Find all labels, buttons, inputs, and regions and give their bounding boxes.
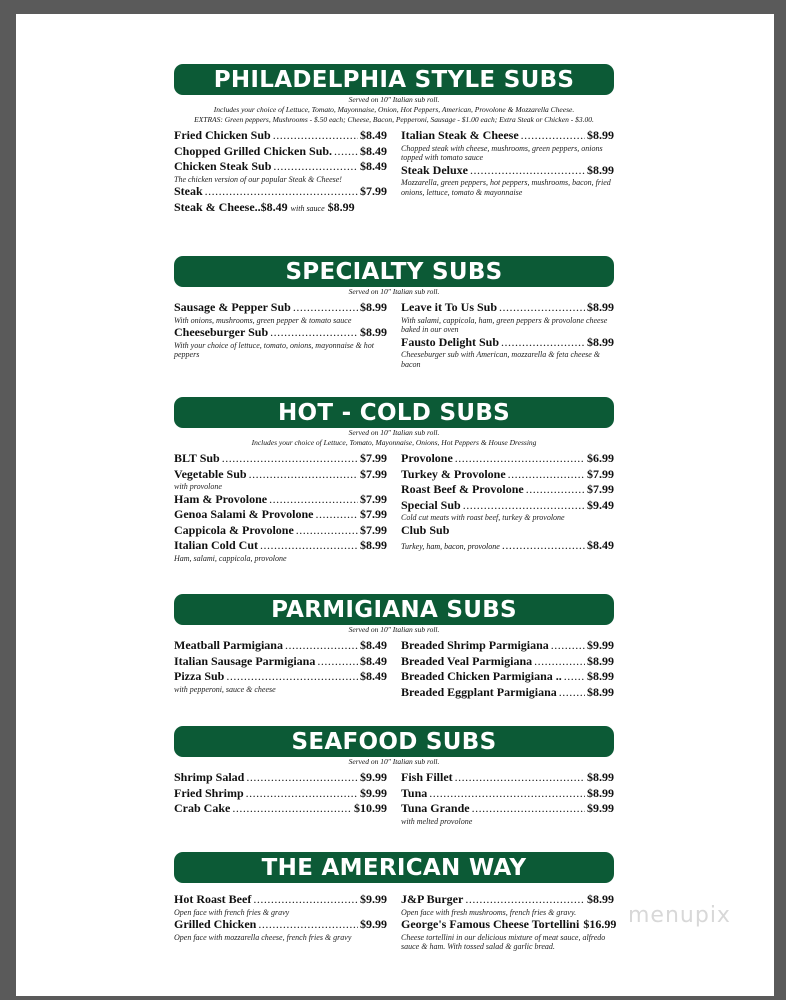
item-price: $8.99 [587, 300, 614, 314]
item-price-with-option: $8.99 [327, 199, 355, 214]
section-note: EXTRAS: Green peppers, Mushrooms - $.50 each; Cheese, Bacon, Pepperoni, Sausage - $1.00 each; Extra Steak or Chicken - $3.00. [194, 115, 594, 124]
section-note: Served on 10" Italian sub roll. [348, 757, 440, 766]
item-name: Italian Sausage Parmigiana [174, 653, 316, 668]
leader-dots [502, 538, 585, 554]
item-name: BLT Sub [174, 451, 220, 465]
item-name: Italian Steak & Cheese [401, 128, 519, 142]
right-column [401, 892, 617, 952]
section-note: Served on 10" Italian sub roll. [348, 428, 440, 437]
item-name: Turkey & Provolone [401, 466, 506, 481]
leader-dots [501, 335, 585, 351]
menu-item [174, 467, 387, 483]
leader-dots [521, 128, 585, 144]
menu-item [401, 163, 614, 179]
leader-dots [269, 492, 358, 508]
section-title: SPECIALTY SUBS [174, 256, 614, 287]
item-name: George's Famous Cheese Tortellini [401, 917, 580, 931]
item-description: Chopped steak with cheese, mushrooms, green peppers, onions topped with tomato sauce [401, 143, 603, 162]
item-price: $8.99 [587, 684, 614, 699]
leader-dots [285, 638, 358, 654]
menu-item [174, 184, 387, 200]
menu-item [174, 492, 387, 508]
item-description: Cheeseburger sub with American, mozzarella & feta cheese & bacon [401, 350, 601, 369]
leader-dots [508, 467, 585, 483]
leader-dots [465, 892, 585, 908]
item-price: $16.99 [583, 917, 617, 931]
item-price: $8.99 [587, 653, 614, 668]
menu-item [401, 128, 614, 144]
item-price: $8.49 [360, 143, 387, 158]
section-note: Served on 10" Italian sub roll. [348, 287, 440, 296]
item-name: Hot Roast Beef [174, 892, 252, 906]
menu-item [401, 451, 614, 467]
leader-dots [429, 786, 585, 802]
left-column [174, 451, 387, 563]
item-price: $7.99 [587, 466, 614, 481]
item-price: $7.99 [587, 482, 614, 496]
item-name: Turkey, ham, bacon, provolone [401, 542, 500, 551]
menu-item [174, 669, 387, 685]
item-description: with provolone [174, 482, 222, 491]
menu-item [174, 523, 387, 539]
menu-item [401, 801, 614, 817]
left-column [174, 638, 387, 700]
section-title: THE AMERICAN WAY [174, 852, 614, 883]
leader-dots [559, 685, 585, 701]
menu-item [401, 498, 614, 514]
item-price: $7.99 [360, 451, 387, 465]
leader-dots [293, 300, 358, 316]
item-description: Open face with french fries & gravy [174, 907, 290, 917]
leader-dots [499, 300, 585, 316]
section-note: Served on 10" Italian sub roll. [348, 625, 440, 634]
item-price: $8.99 [587, 334, 614, 349]
menu-section [174, 726, 614, 826]
leader-dots [334, 144, 358, 160]
item-name: Provolone [401, 451, 453, 465]
item-name: Steak & Cheese.. [174, 199, 261, 214]
leader-dots [534, 654, 585, 670]
leader-dots [246, 786, 358, 802]
menu-item [174, 538, 387, 554]
leader-dots [564, 669, 585, 685]
section-note: Includes your choice of Lettuce, Tomato, Mayonnaise, Onions, Hot Peppers & House Dressing [251, 438, 537, 447]
item-price: $7.99 [360, 522, 387, 537]
item-name: Sausage & Pepper Sub [174, 300, 291, 314]
section-title: PHILADELPHIA STYLE SUBS [174, 64, 614, 95]
menu-item [401, 467, 614, 483]
leader-dots [472, 801, 585, 817]
menu-item [401, 654, 614, 670]
menu-item [401, 685, 614, 701]
item-name: Ham & Provolone [174, 491, 268, 506]
menu-item [401, 335, 614, 351]
item-name: Chopped Grilled Chicken Sub. [174, 143, 333, 158]
item-description: Cheese tortellini in our delicious mixture of meat sauce, alfredo sauce & ham. With tossed salad & garlic bread. [401, 932, 606, 951]
item-description: with pepperoni, sauce & cheese [174, 684, 276, 694]
menu-section [174, 852, 617, 952]
item-price: $8.49 [360, 159, 387, 173]
menu-item [174, 786, 387, 802]
leader-dots [551, 638, 585, 654]
menu-item [174, 801, 387, 817]
item-price: $6.99 [587, 451, 614, 465]
item-price: $7.99 [360, 491, 387, 506]
item-name: Italian Cold Cut [174, 538, 259, 552]
menu-item [401, 917, 617, 933]
menu-section [174, 256, 614, 369]
menu-item [174, 325, 387, 341]
section-title: PARMIGIANA SUBS [174, 594, 614, 625]
item-price: $8.99 [587, 128, 614, 142]
item-name: Steak [174, 184, 203, 198]
item-price: $9.99 [360, 785, 387, 800]
item-price: $8.99 [587, 669, 614, 683]
leader-dots [526, 482, 585, 498]
item-price: $10.99 [354, 801, 387, 815]
item-price: $8.49 [260, 199, 288, 214]
section-title: HOT - COLD SUBS [174, 397, 614, 428]
item-name: Cheeseburger Sub [174, 325, 269, 339]
menu-item [401, 300, 614, 316]
item-description: Ham, salami, cappicola, provolone [174, 553, 287, 563]
right-column [401, 128, 614, 216]
item-name: Genoa Salami & Provolone [174, 507, 314, 521]
menu-item [174, 892, 387, 908]
leader-dots [246, 770, 358, 786]
item-name: Meatball Parmigiana [174, 638, 283, 652]
item-name: Roast Beef & Provolone [401, 482, 524, 496]
menu-item [174, 200, 387, 217]
item-name: Fish Fillet [401, 770, 453, 784]
menu-item [401, 892, 614, 908]
item-name: Fried Chicken Sub [174, 128, 271, 142]
item-price: $7.99 [360, 466, 387, 481]
item-price: $9.99 [587, 638, 614, 652]
item-name: Crab Cake [174, 801, 231, 815]
menu-item [401, 638, 614, 654]
item-price: $8.49 [360, 638, 387, 652]
item-name: Steak Deluxe [401, 162, 468, 177]
item-name: Breaded Chicken Parmigiana .. [401, 669, 562, 683]
item-name: Cappicola & Provolone [174, 522, 294, 537]
item-description: Mozzarella, green peppers, hot peppers, mushrooms, bacon, fried onions, lettuce, tomato & mayonnaise [401, 178, 611, 197]
item-name: Pizza Sub [174, 669, 225, 683]
item-price: $8.99 [360, 300, 387, 314]
menu-item [401, 770, 614, 786]
leader-dots [205, 184, 358, 200]
item-description: With salami, cappicola, ham, green peppers & provolone cheese baked in our oven [401, 315, 608, 334]
leader-dots [463, 498, 585, 514]
item-option: with sauce [290, 203, 325, 213]
item-price: $8.99 [587, 770, 614, 784]
right-column [401, 770, 614, 826]
item-price: $9.99 [360, 770, 387, 784]
menu-item [174, 128, 387, 144]
right-column [401, 451, 614, 563]
menu-item [174, 917, 387, 933]
item-description: The chicken version of our popular Steak & Cheese! [174, 174, 342, 184]
item-name: Breaded Veal Parmigiana [401, 653, 533, 668]
leader-dots [317, 654, 358, 670]
leader-dots [232, 801, 352, 817]
item-name: Breaded Shrimp Parmigiana [401, 638, 549, 652]
leader-dots [455, 770, 585, 786]
right-column [401, 300, 614, 369]
watermark: menupix [628, 903, 731, 928]
left-column [174, 128, 387, 216]
item-name: Tuna [401, 785, 428, 800]
menu-item [174, 300, 387, 316]
menu-item [401, 482, 614, 498]
item-price: $8.99 [587, 162, 614, 177]
item-name: Tuna Grande [401, 801, 470, 815]
menu-section [174, 594, 614, 700]
section-title: SEAFOOD SUBS [174, 726, 614, 757]
item-price: $8.99 [587, 785, 614, 800]
item-name: Shrimp Salad [174, 770, 245, 784]
left-column [174, 300, 387, 369]
menu-item [401, 669, 614, 685]
menu-section [174, 397, 614, 563]
menu-item [174, 770, 387, 786]
menu-item [401, 786, 614, 802]
leader-dots [270, 325, 358, 341]
item-description: With onions, mushrooms, green pepper & tomato sauce [174, 315, 352, 325]
menu-item [401, 538, 614, 555]
item-name: Breaded Eggplant Parmigiana [401, 684, 557, 699]
left-column [174, 892, 387, 952]
item-name: Fausto Delight Sub [401, 334, 500, 349]
item-name: Club Sub [401, 522, 450, 537]
right-column [401, 638, 614, 700]
item-price: $9.49 [587, 497, 614, 512]
item-name: Leave it To Us Sub [401, 300, 498, 314]
item-price: $8.49 [360, 128, 387, 142]
item-description: Open face with mozzarella cheese, french fries & gravy [174, 932, 352, 942]
item-price: $8.99 [587, 892, 614, 906]
item-price: $8.99 [360, 325, 387, 339]
menu-item [174, 507, 387, 523]
menu-item [174, 144, 387, 160]
leader-dots [470, 163, 585, 179]
menu-item [174, 451, 387, 467]
leader-dots [296, 523, 358, 539]
item-name: Vegetable Sub [174, 466, 247, 481]
leader-dots [253, 892, 358, 908]
menu-item [174, 654, 387, 670]
leader-dots [273, 159, 358, 175]
leader-dots [226, 669, 358, 685]
leader-dots [315, 507, 358, 523]
leader-dots [260, 538, 358, 554]
section-note: Includes your choice of Lettuce, Tomato, Mayonnaise, Onion, Hot Peppers, American, Provolone & Mozzarella Cheese. [213, 105, 575, 114]
menu-page [16, 14, 774, 996]
item-description: With your choice of lettuce, tomato, onions, mayonnaise & hot peppers [174, 340, 374, 359]
menu-section [174, 64, 614, 216]
menu-item [401, 523, 614, 539]
section-note: Served on 10" Italian sub roll. [348, 95, 440, 104]
leader-dots [249, 467, 358, 483]
item-description: Open face with fresh mushrooms, french fries & gravy. [401, 907, 577, 917]
item-price: $7.99 [360, 507, 387, 521]
item-description: Cold cut meats with roast beef, turkey & provolone [401, 513, 565, 522]
item-name: Chicken Steak Sub [174, 159, 272, 173]
item-description: with melted provolone [401, 816, 473, 826]
item-price: $9.99 [587, 801, 614, 815]
left-column [174, 770, 387, 826]
item-price: $8.49 [587, 538, 614, 552]
item-name: Grilled Chicken [174, 917, 257, 931]
item-price: $8.99 [360, 538, 387, 552]
item-price: $9.99 [360, 917, 387, 931]
menu-item [174, 159, 387, 175]
item-price: $7.99 [360, 184, 387, 198]
item-price: $8.49 [360, 669, 387, 683]
leader-dots [258, 917, 358, 933]
item-price: $9.99 [360, 892, 387, 906]
leader-dots [222, 451, 358, 467]
item-name: Fried Shrimp [174, 785, 244, 800]
leader-dots [273, 128, 358, 144]
menu-item [174, 638, 387, 654]
leader-dots [455, 451, 585, 467]
item-name: Special Sub [401, 497, 461, 512]
item-name: J&P Burger [401, 892, 464, 906]
item-price: $8.49 [360, 653, 387, 668]
